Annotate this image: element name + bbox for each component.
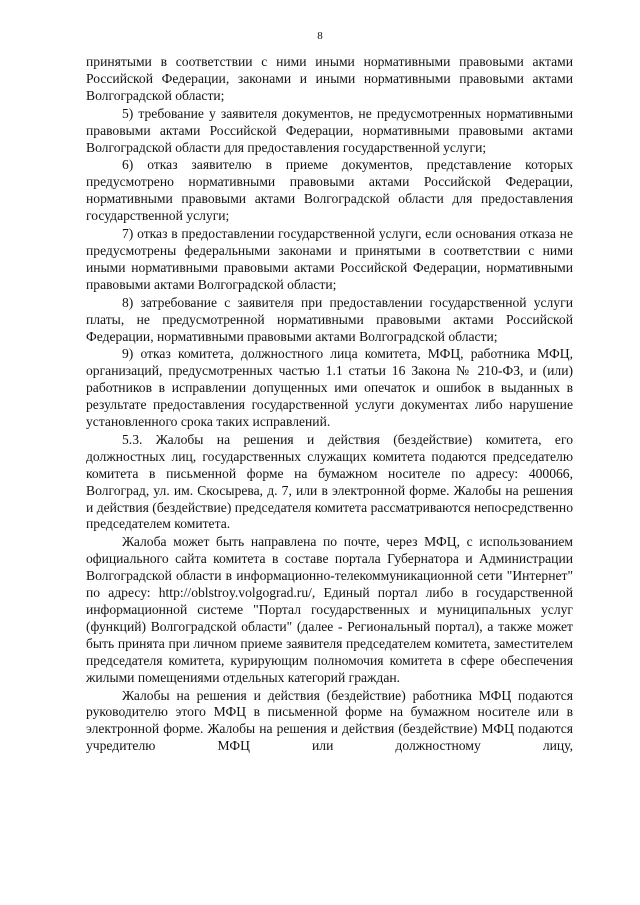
document-body: [86, 54, 573, 755]
paragraph-item-5: 5) требование у заявителя документов, не предусмотренных нормативными правовыми актами Российской Федерации, нормативными правовыми актами Волгоградской области для предоставления государственной услуги;: [86, 105, 573, 155]
paragraph-mfc-complaints: Жалобы на решения и действия (бездействие) работника МФЦ подаются руководителю этого МФЦ в письменной форме на бумажном носителе или в электронной форме. Жалобы на решения и действия (бездействие) МФЦ подаются учредителю МФЦ или должностному лицу,: [86, 687, 573, 754]
page-number: 8: [317, 30, 323, 42]
paragraph-complaint-channels: Жалоба может быть направлена по почте, через МФЦ, с использованием официального сайта комитета в составе портала Губернатора и Администрации Волгоградской области в информационно-телекоммуникационной сети "Интернет" по адресу: http://oblstroy.volgograd.ru/, Единый портал либо в государственной информационной системе "Портал государственных и муниципальных услуг (функций) Волгоградской области" (далее - Региональный портал), а также может быть принята при личном приеме заявителя председателем комитета, заместителем председателя комитета, курирующим полномочия комитета в сфере обеспечения жилыми помещениями отдельных категорий граждан.: [86, 534, 573, 685]
paragraph-item-7: 7) отказ в предоставлении государственной услуги, если основания отказа не предусмотрены федеральными законами и принятыми в соответствии с ними иными нормативными правовыми актами Российской Федерации, нормативными правовыми актами Волгоградской области;: [86, 226, 573, 292]
paragraph-continuation: принятыми в соответствии с ними иными нормативными правовыми актами Российской Федерации, законами и иными нормативными правовыми актами Волгоградской области;: [86, 54, 573, 103]
paragraph-item-9: 9) отказ комитета, должностного лица комитета, МФЦ, работника МФЦ, организаций, предусмотренных частью 1.1 статьи 16 Закона № 210-ФЗ, и (или) работников в исправлении допущенных ими опечаток и ошибок в выданных в результате предоставления государственной услуги документах либо нарушение установленного срока таких исправлений.: [86, 346, 573, 430]
paragraph-item-6: 6) отказ заявителю в приеме документов, представление которых предусмотрено нормативными правовыми актами Российской Федерации, нормативными правовыми актами Волгоградской области для предоставления государственной услуги;: [86, 157, 573, 224]
paragraph-item-8: 8) затребование с заявителя при предоставлении государственной услуги платы, не предусмотренной нормативными правовыми актами Российской Федерации, нормативными правовыми актами Волгоградской области;: [86, 294, 573, 344]
paragraph-section-5-3: 5.3. Жалобы на решения и действия (бездействие) комитета, его должностных лиц, государственных служащих комитета подаются председателю комитета в письменной форме на бумажном носителе по адресу: 400066, Волгоград, ул. им. Скосырева, д. 7, или в электронной форме. Жалобы на решения и действия (бездействие) председателя комитета рассматриваются непосредственно председателем комитета.: [86, 431, 573, 532]
